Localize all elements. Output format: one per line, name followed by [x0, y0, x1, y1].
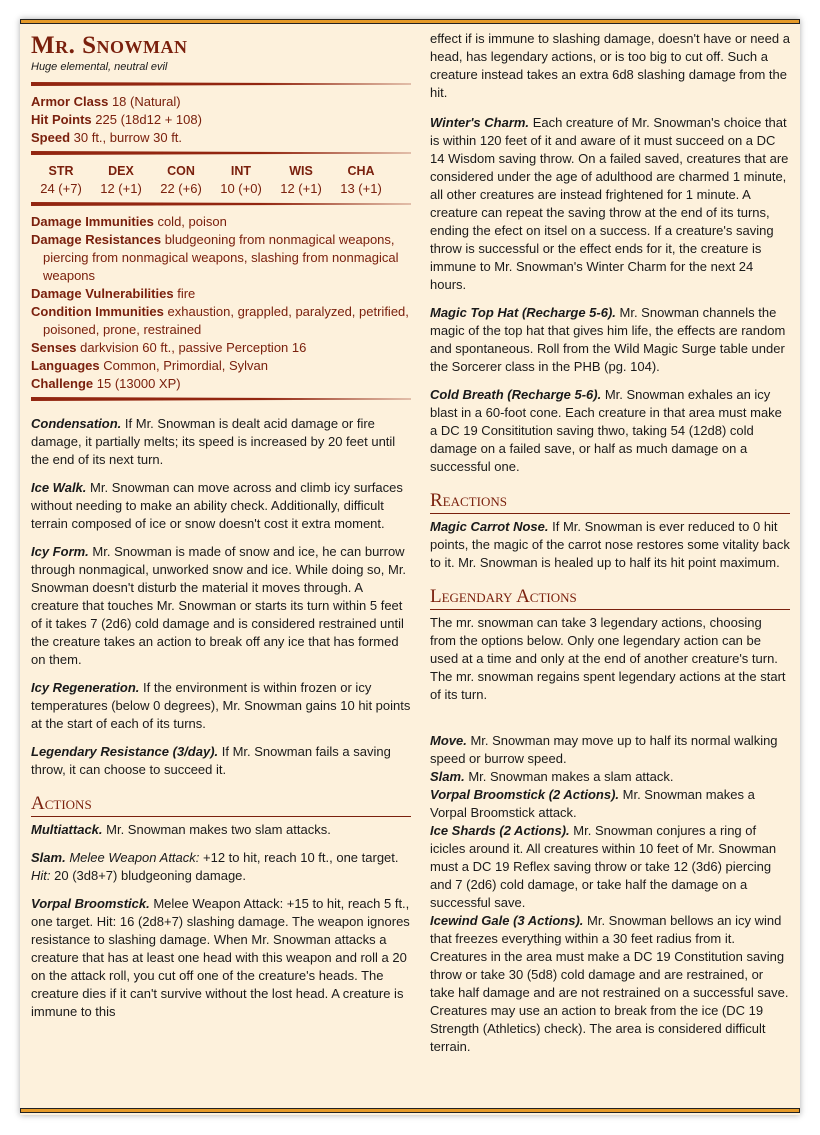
action-text: Mr. Snowman channels the magic of the top hat that gives him life, the effects are random and spontaneous. Roll from the Wild Magic Surge table under the Sorcerer class in the PHB (pg. 104).: [430, 305, 786, 374]
ability-score: 10 (+0): [220, 181, 262, 196]
trait-text: If the environment is within frozen or icy temperatures (below 0 degrees), Mr. Snowman gains 10 hit points at the start of each of its turns.: [31, 680, 411, 731]
trait-text: Mr. Snowman can move across and climb icy surfaces without needing to make an ability check. Additionally, difficult terrain composed of ice or snow doesn't cost it extra moment.: [31, 480, 403, 531]
action-name: Slam.: [31, 850, 66, 865]
action-text: Mr. Snowman exhales an icy blast in a 60-foot cone. Each creature in that area must make a DC 19 Consititution saving thwo, taking 54 (12d8) cold damage on a failed save, or half as much damage on a successful one.: [430, 387, 782, 474]
action-vorpal-broomstick: [31, 895, 411, 1021]
ability-dex: [91, 162, 151, 198]
ability-name: CON: [167, 164, 195, 178]
action: [430, 386, 790, 476]
property-label: Hit Points: [31, 112, 92, 127]
property-label: Damage Vulnerabilities: [31, 286, 174, 301]
trait-text: If Mr. Snowman is dealt acid damage or fire damage, it partially melts; its speed is increased by 20 feet until the end of its next turn.: [31, 416, 396, 467]
divider: [31, 151, 411, 155]
reaction-name: Magic Carrot Nose.: [430, 519, 549, 534]
divider: [31, 82, 411, 86]
trait: [31, 543, 411, 669]
attack-text: +12 to hit, reach 10 ft., one target.: [203, 850, 399, 865]
property-label: Armor Class: [31, 94, 109, 109]
trait-text: If Mr. Snowman fails a saving throw, it can choose to succeed it.: [31, 744, 391, 777]
property-value: cold, poison: [157, 214, 227, 229]
actions-heading: Actions: [31, 793, 411, 817]
ability-scores: [31, 162, 411, 198]
property-condition-immunities: [31, 303, 411, 339]
ability-name: CHA: [347, 164, 375, 178]
ability-score: 22 (+6): [160, 181, 202, 196]
trait-name: Condensation.: [31, 416, 122, 431]
trait-name: Icy Regeneration.: [31, 680, 140, 695]
legendary-action-text: Mr. Snowman bellows an icy wind that freezes everything within a 30 feet radius from it. Creatures in the area must make a DC 19 Constitution saving throw or take 30 (5d8) cold damage and are restrained, or take half damage and are not restrained on a successful save. Creatures may use an action to break from the ice (DC 19 Strength (Athletics) check). The area is considered difficult terrain.: [430, 913, 789, 1054]
hit-label: Hit:: [31, 868, 51, 883]
legendary-action-name: Move.: [430, 733, 467, 748]
property-value: 18 (Natural): [111, 94, 181, 109]
legendary-action-name: Slam.: [430, 769, 465, 784]
ability-score: 24 (+7): [40, 181, 82, 196]
right-column: [430, 30, 790, 1056]
trait: [31, 679, 411, 733]
ability-name: INT: [230, 164, 252, 178]
property-damage-resistances: [31, 231, 411, 285]
action-slam: [31, 849, 411, 885]
property-speed: [31, 129, 411, 147]
legendary-action-text: Mr. Snowman makes a slam attack.: [468, 769, 674, 784]
action: [430, 114, 790, 294]
property-value: 225 (18d12 + 108): [95, 112, 202, 127]
legendary-action: [430, 768, 790, 786]
trait-name: Legendary Resistance (3/day).: [31, 744, 219, 759]
attack-type: Melee Weapon Attack:: [69, 850, 200, 865]
trait: [31, 743, 411, 779]
property-label: Senses: [31, 340, 77, 355]
property-label: Languages: [31, 358, 100, 373]
action-name: Winter's Charm.: [430, 115, 530, 130]
ability-score: 12 (+1): [100, 181, 142, 196]
legendary-intro: The mr. snowman can take 3 legendary actions, choosing from the options below. Only one legendary action can be used at a time and only at the end of another creature's turn. The mr. snowman regains spent legendary actions at the start of its turn.: [430, 615, 786, 702]
action-vorpal-continued: effect if is immune to slashing damage, doesn't have or need a head, has legendary actions, or is too big to cut off. Such a creature instead takes an extra 6d8 slashing damage from the hit.: [430, 31, 790, 100]
action-text: Each creature of Mr. Snowman's choice that is within 120 feet of it and aware of it must succeed on a DC 14 Wisdom saving throw. On a failed saved, creatures that are considered under the age of adulthood are charmed 1 minute, all other creatures are instead frightened for 1 minute. A creature can repeat the saving throw at the end of its turns, ending the efect on itsel on a success. If a creature's saving throw is successful or the effect ends for it, the creature is immune to Mr. Snowman's Winter Charm for the next 24 hours.: [430, 115, 789, 292]
ability-int: [211, 162, 271, 198]
property-label: Challenge: [31, 376, 94, 391]
property-value: darkvision 60 ft., passive Perception 16: [80, 340, 307, 355]
property-value: Common, Primordial, Sylvan: [103, 358, 268, 373]
action-name: Magic Top Hat (Recharge 5-6).: [430, 305, 616, 320]
legendary-action: [430, 912, 790, 1056]
property-label: Condition Immunities: [31, 304, 164, 319]
action-name: Multiattack.: [31, 822, 103, 837]
legendary-action-name: Ice Shards (2 Actions).: [430, 823, 570, 838]
ability-cha: [331, 162, 391, 198]
action-name: Cold Breath (Recharge 5-6).: [430, 387, 602, 402]
ability-name: WIS: [289, 164, 313, 178]
legendary-action: [430, 822, 790, 912]
reaction-carrot-nose: [430, 518, 790, 572]
property-damage-vulnerabilities: [31, 285, 411, 303]
legendary-action: [430, 732, 790, 768]
property-label: Damage Resistances: [31, 232, 162, 247]
divider: [31, 397, 411, 401]
action-text: Melee Weapon Attack: +15 to hit, reach 5 ft., one target. Hit: 16 (2d8+7) slashing damage. The weapon ignores resistance to slashing damage. When Mr. Snowman attacks a creature that has at least one head with this weapon and roll a 20 on the attack roll, you cut off one of the creature's heads. The creature dies if it can't survive without the lost head. A creature is immune to this: [31, 896, 410, 1019]
property-value: 15 (13000 XP): [96, 376, 181, 391]
property-senses: [31, 339, 411, 357]
ability-score: 12 (+1): [280, 181, 322, 196]
legendary-actions-heading: Legendary Actions: [430, 586, 790, 610]
property-damage-immunities: [31, 213, 411, 231]
property-armor-class: [31, 93, 411, 111]
ability-con: [151, 162, 211, 198]
trait-text: Mr. Snowman is made of snow and ice, he can burrow through nonmagical, unworked snow and ice. While doing so, Mr. Snowman doesn't disturb the material it moves through. A creature that touches Mr. Snowman or starts its turn within 5 feet of it takes 7 (2d6) cold damage and is considered restrained until the creature takes an action to break off any ice that has formed on them.: [31, 544, 407, 667]
trait: [31, 415, 411, 469]
property-value: exhaustion, grappled, paralyzed, petrified, poisoned, prone, restrained: [43, 304, 409, 337]
left-column: [31, 30, 411, 1031]
ability-score: 13 (+1): [340, 181, 382, 196]
action: [430, 304, 790, 376]
legendary-action: [430, 786, 790, 822]
ability-name: DEX: [108, 164, 134, 178]
ability-name: STR: [48, 164, 74, 178]
reaction-text: If Mr. Snowman is ever reduced to 0 hit points, the magic of the carrot nose restores some vitality back to it. Mr. Snowman is healed up to half its hit point maximum.: [430, 519, 790, 570]
trait: [31, 479, 411, 533]
creature-type: Huge elemental, neutral evil: [31, 61, 168, 73]
action-text: Mr. Snowman makes two slam attacks.: [106, 822, 331, 837]
creature-name: Mr. Snowman: [31, 32, 188, 59]
property-value: fire: [177, 286, 196, 301]
top-border-bar: [20, 19, 800, 24]
trait-name: Ice Walk.: [31, 480, 87, 495]
legendary-action-text: Mr. Snowman conjures a ring of icicles around it. All creatures within 10 feet of Mr. Snowman must a DC 19 Reflex saving throw or take 12 (3d6) piercing and 7 (2d6) cold damage, or take half the damage on a successful save.: [430, 823, 777, 910]
property-value: bludgeoning from nonmagical weapons, piercing from nonmagical weapons, slashing from nonmagical weapons: [43, 232, 399, 283]
property-languages: [31, 357, 411, 375]
bottom-border-bar: [20, 1108, 800, 1113]
reactions-heading: Reactions: [430, 490, 790, 514]
legendary-action-text: Mr. Snowman makes a Vorpal Broomstick attack.: [430, 787, 755, 820]
property-label: Speed: [31, 130, 71, 145]
hit-text: 20 (3d8+7) bludgeoning damage.: [54, 868, 247, 883]
property-challenge: [31, 375, 411, 393]
legendary-action-text: Mr. Snowman may move up to half its normal walking speed or burrow speed.: [430, 733, 778, 766]
legendary-action-name: Vorpal Broomstick (2 Actions).: [430, 787, 620, 802]
property-hit-points: [31, 111, 411, 129]
divider: [31, 202, 411, 206]
action-name: Vorpal Broomstick.: [31, 896, 150, 911]
legendary-action-name: Icewind Gale (3 Actions).: [430, 913, 584, 928]
action-multiattack: [31, 821, 411, 839]
trait-name: Icy Form.: [31, 544, 89, 559]
ability-wis: [271, 162, 331, 198]
ability-str: [31, 162, 91, 198]
property-value: 30 ft., burrow 30 ft.: [73, 130, 183, 145]
property-label: Damage Immunities: [31, 214, 154, 229]
